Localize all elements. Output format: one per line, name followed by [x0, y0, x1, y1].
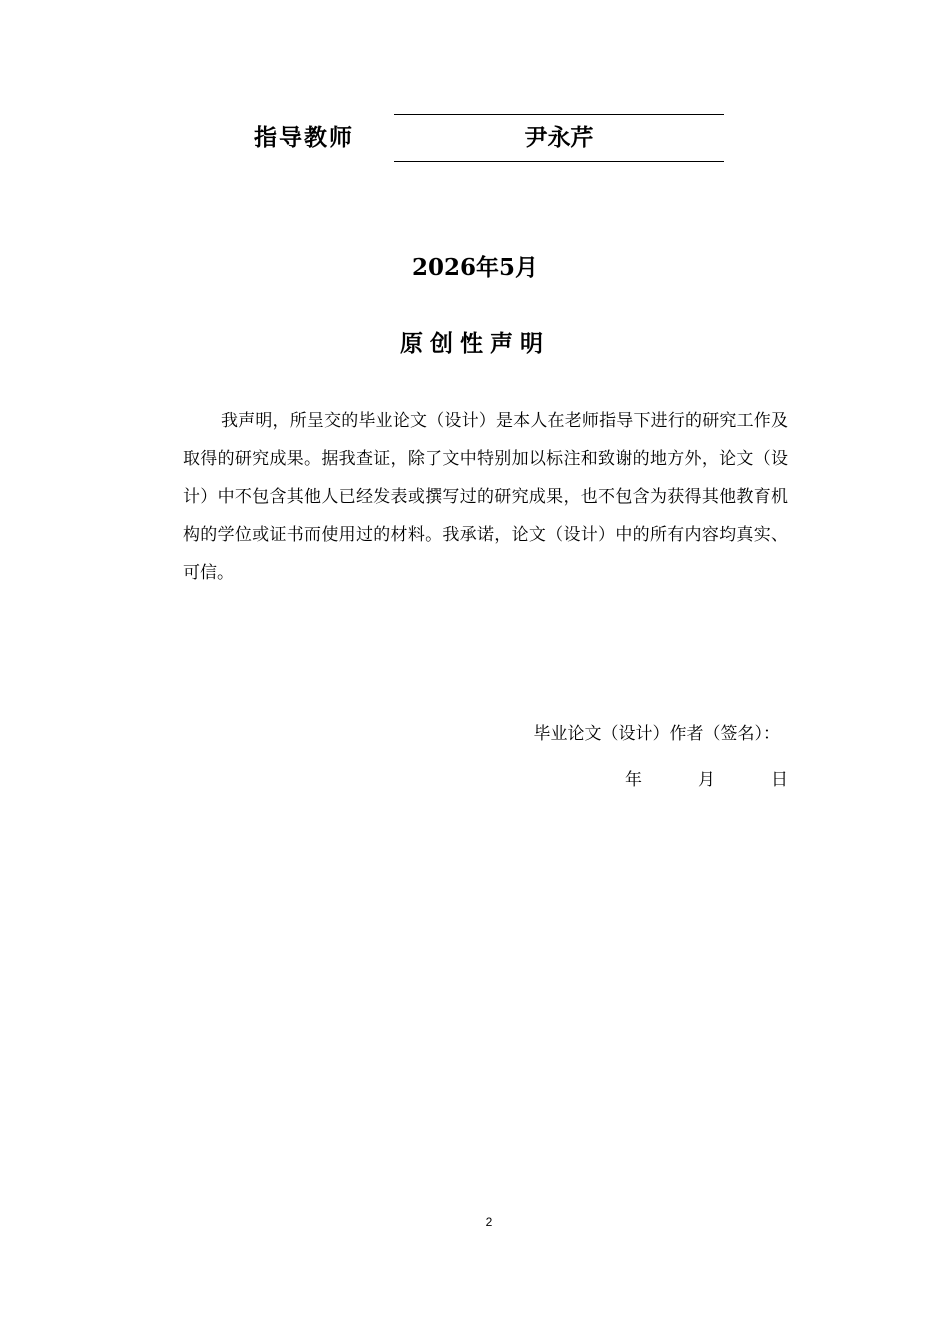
advisor-label: 指导教师 — [254, 125, 354, 151]
declaration-title: 原创性声明 — [400, 331, 550, 357]
signature-month-label: 月 — [698, 770, 715, 790]
page-number: 2 — [485, 1215, 493, 1229]
submission-date: 2026年5月 — [411, 254, 539, 281]
author-signature-label: 毕业论文（设计）作者（签名）： — [533, 724, 780, 744]
signature-date — [625, 762, 788, 798]
signature-year-label: 年 — [625, 770, 642, 790]
declaration-body: 我声明，所呈交的毕业论文（设计）是本人在老师指导下进行的研究工作及取得的研究成果。据我查证，除了文中特别加以标注和致谢的地方外，论文（设计）中不包含其他人已经发表或撰写过的研究成果，也不包含为获得其他教育机构的学位或证书而使用过的材料。我承诺，论文（设计）中的所有内容均真实、可信。 — [183, 411, 788, 583]
advisor-name-field — [394, 114, 724, 162]
advisor-name: 尹永芹 — [524, 125, 594, 151]
signature-day-label: 日 — [771, 770, 788, 790]
